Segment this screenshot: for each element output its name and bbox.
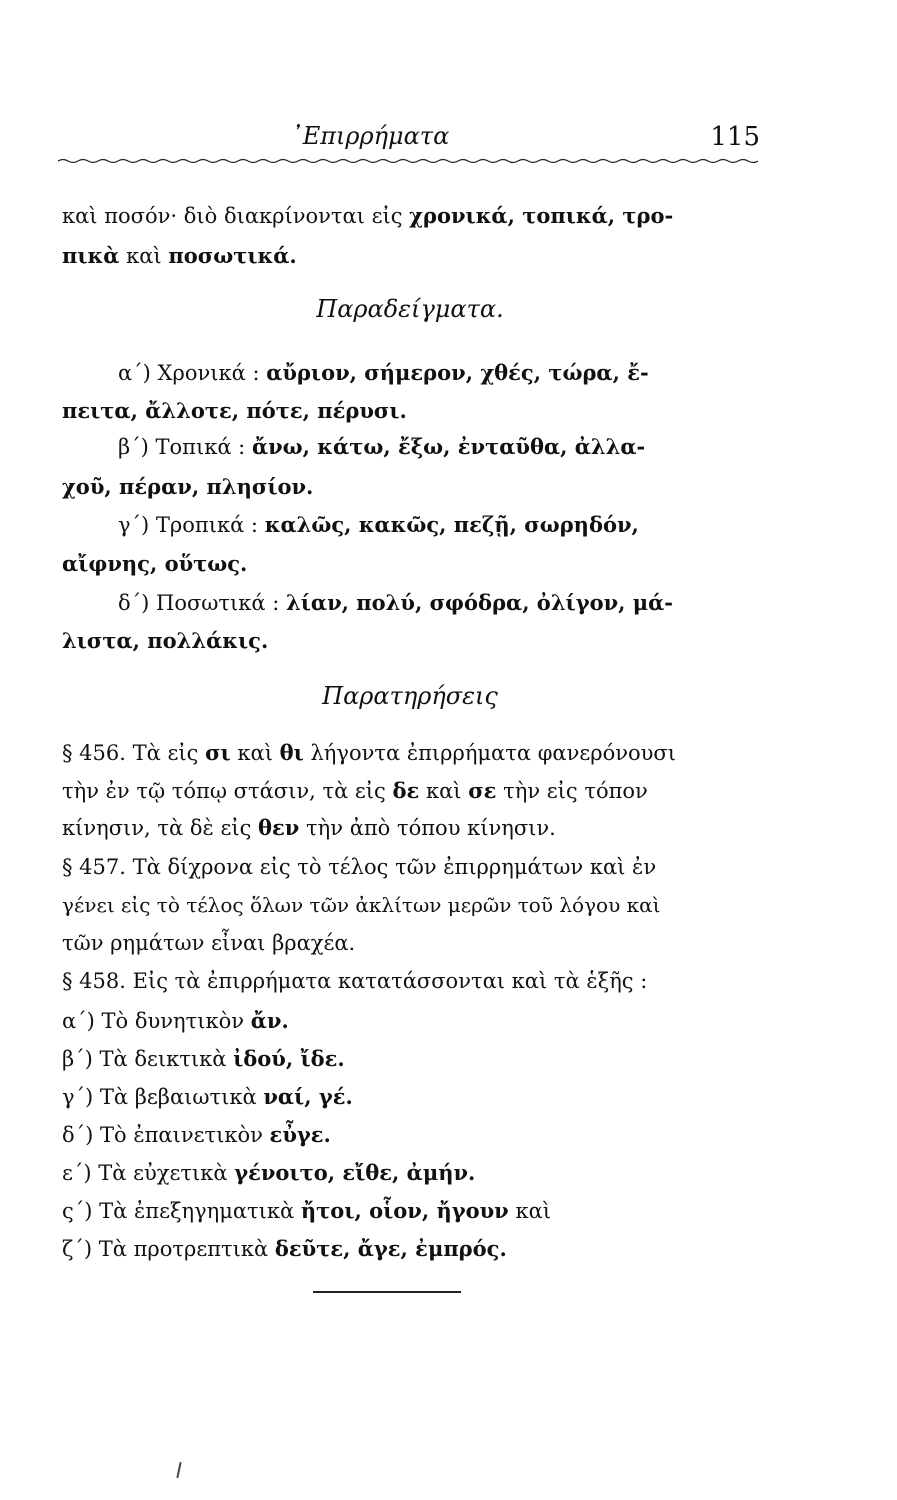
remarks-heading: Παρατηρήσεις [322, 682, 498, 710]
bold-term: καλῶς, κακῶς, πεζῇ, σωρηδόν, [264, 512, 639, 537]
text: Τὰ εἰς [132, 741, 199, 765]
text: Τὰ δίχρονα εἰς τὸ τέλος τῶν ἐπιρρημάτων καὶ ἐν [132, 855, 657, 879]
example-a-line-2 [62, 400, 758, 422]
list-item-label: ε΄) Τὰ εὐχετικὰ [62, 1161, 228, 1185]
bold-term: αὔριον, σήμερον, χθές, τώρα, ἔ- [266, 360, 649, 385]
text: καὶ [425, 779, 462, 803]
paragraph-458-line-1 [62, 971, 758, 992]
paragraph-456-line-3 [62, 817, 758, 839]
list-item [62, 1086, 758, 1108]
text: καὶ [237, 741, 273, 765]
list-item-label: δ΄) Τὸ ἐπαινετικὸν [62, 1123, 263, 1147]
bold-term: γένοιτο, εἴθε, ἀμήν. [234, 1160, 476, 1185]
list-item-label: β΄) Τὰ δεικτικὰ [62, 1047, 227, 1071]
list-item [62, 1048, 758, 1070]
paragraph-457-line-1 [62, 857, 758, 878]
text: καὶ [126, 244, 162, 268]
category-label: γ΄) Τροπικά : [118, 513, 259, 537]
text: λήγοντα ἐπιρρήματα φανερόνουσι [310, 741, 676, 765]
example-c-line-1 [118, 514, 758, 536]
bold-term: ναί, γέ. [263, 1084, 353, 1109]
text: τὴν ἀπὸ τόπου κίνησιν. [306, 816, 556, 840]
example-d-line-2 [62, 630, 758, 652]
bold-term: θι [279, 740, 304, 765]
text: καὶ [515, 1199, 551, 1223]
bold-term: ἰδού, ἴδε. [233, 1046, 345, 1071]
bold-term: ἄν. [250, 1008, 289, 1033]
category-label: β΄) Τοπικά : [118, 435, 246, 459]
bold-term: λίαν, πολύ, σφόδρα, ὀλίγον, μά- [286, 590, 674, 615]
example-d-line-1 [118, 592, 758, 614]
running-header [60, 118, 760, 158]
list-item [62, 1162, 758, 1184]
bold-term: αἴφνης, οὕτως. [62, 551, 248, 576]
paragraph-457-line-2: γένει εἰς τὸ τέλος ὅλων τῶν ἀκλίτων μερῶν τοῦ λόγου καὶ [62, 893, 661, 917]
stray-mark [176, 1462, 181, 1478]
list-item [62, 1124, 758, 1146]
list-item [62, 1010, 758, 1032]
category-label: δ΄) Ποσωτικά : [118, 591, 280, 615]
bold-term: ἤτοι, οἷον, ἤγουν [300, 1198, 509, 1223]
bold-term: δε [392, 778, 420, 803]
paragraph-457-line-3: τῶν ρημάτων εἶναι βραχέα. [62, 931, 356, 955]
example-b-line-2 [62, 476, 758, 498]
list-item-label: α΄) Τὸ δυνητικὸν [62, 1009, 245, 1033]
bold-term: χοῦ, πέραν, πλησίον. [62, 474, 314, 499]
text: τὴν ἐν τῷ τόπῳ στάσιν, τὰ εἰς [62, 779, 386, 803]
bold-term: ποσωτικά. [168, 243, 297, 268]
text: καὶ ποσόν· διὸ διακρίνονται εἰς [62, 204, 403, 228]
bold-term: λιστα, πολλάκις. [62, 628, 269, 653]
list-item-label: ς΄) Τὰ ἐπεξηγηματικὰ [62, 1199, 295, 1223]
chapter-title: ᾿Επιρρήματα [290, 122, 450, 150]
section-number: § 456. [62, 741, 126, 765]
list-item-label: ζ΄) Τὰ προτρεπτικὰ [62, 1237, 269, 1261]
text: τὴν εἰς τόπον [503, 779, 648, 803]
bold-term: δεῦτε, ἄγε, ἐμπρός. [274, 1236, 507, 1261]
paragraph-456-line-1 [62, 742, 758, 764]
intro-line-2 [62, 245, 758, 267]
section-number: § 458. [62, 969, 126, 993]
header-wavy-rule [58, 158, 758, 164]
end-rule [313, 1291, 461, 1293]
text: Εἰς τὰ ἐπιρρήματα κατατάσσονται καὶ τὰ ἑξῆς : [132, 969, 648, 993]
list-item-label: γ΄) Τὰ βεβαιωτικὰ [62, 1085, 257, 1109]
page-number: 115 [710, 122, 760, 152]
example-a-line-1 [118, 362, 758, 384]
examples-heading: Παραδείγματα. [316, 295, 504, 323]
bold-term: σε [468, 778, 497, 803]
example-c-line-2 [62, 553, 758, 575]
bold-term: πικὰ [62, 243, 120, 268]
bold-term: ἄνω, κάτω, ἔξω, ἐνταῦθα, ἀλλα- [251, 434, 646, 459]
bold-term: εὖγε. [269, 1122, 331, 1147]
text: κίνησιν, τὰ δὲ εἰς [62, 816, 252, 840]
example-b-line-1 [118, 436, 758, 458]
intro-line-1 [62, 205, 758, 227]
list-item [62, 1200, 758, 1222]
bold-term: χρονικά, τοπικά, τρο- [409, 203, 674, 228]
list-item [62, 1238, 758, 1260]
category-label: α΄) Χρονικά : [118, 361, 260, 385]
bold-term: σι [205, 740, 231, 765]
paragraph-456-line-2 [62, 780, 758, 802]
bold-term: πειτα, ἄλλοτε, πότε, πέρυσι. [62, 398, 407, 423]
bold-term: θεν [258, 815, 300, 840]
section-number: § 457. [62, 855, 126, 879]
